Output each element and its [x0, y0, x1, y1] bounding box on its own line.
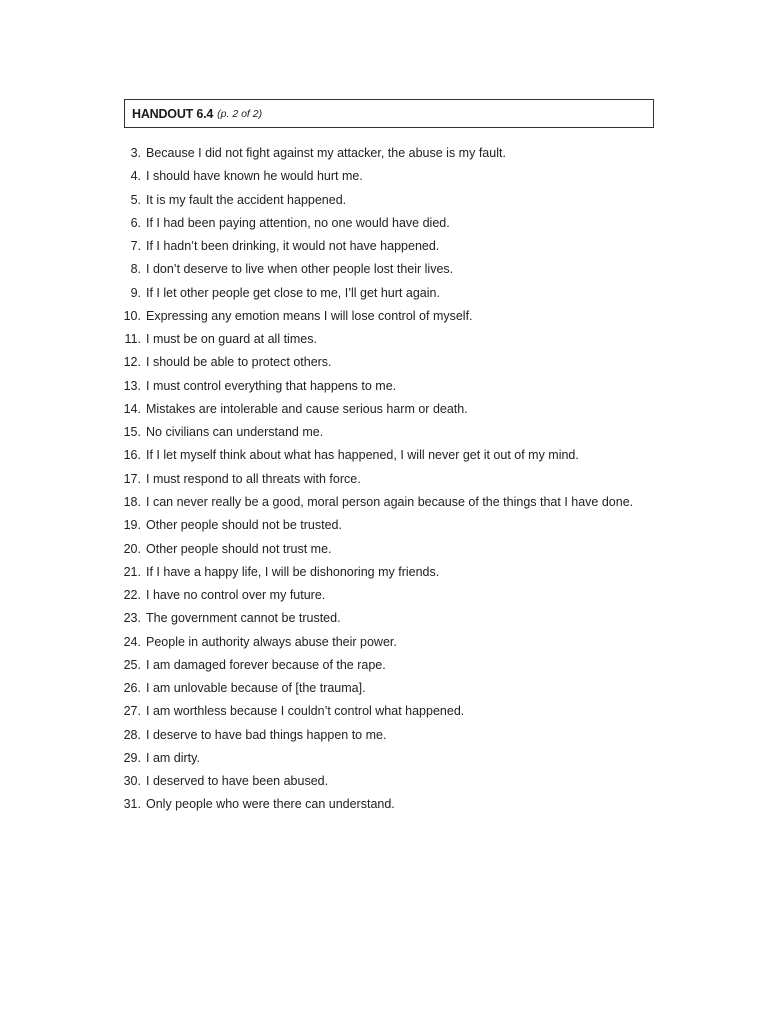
item-text: Expressing any emotion means I will lose control of myself.	[146, 308, 473, 323]
list-item	[0, 677, 768, 700]
item-text: No civilians can understand me.	[146, 425, 324, 440]
item-text: I should have known he would hurt me.	[146, 169, 363, 184]
handout-header	[124, 99, 654, 128]
list-item	[0, 398, 768, 421]
list-item	[0, 444, 768, 467]
item-text: I am dirty.	[146, 750, 200, 765]
item-number: 16.	[123, 448, 141, 463]
item-number: 13.	[123, 378, 141, 393]
list-item	[0, 700, 768, 723]
belief-list	[0, 142, 768, 817]
item-number: 15.	[123, 425, 141, 440]
list-item	[0, 770, 768, 793]
list-item	[0, 468, 768, 491]
item-text: I deserved to have been abused.	[146, 774, 329, 789]
item-text: If I have a happy life, I will be dishonoring my friends.	[146, 564, 440, 579]
item-text: Other people should not be trusted.	[146, 518, 342, 533]
item-text: The government cannot be trusted.	[146, 611, 341, 626]
item-number: 8.	[130, 262, 141, 277]
item-number: 3.	[130, 146, 141, 160]
item-text: Mistakes are intolerable and cause serious harm or death.	[146, 401, 468, 416]
item-number: 4.	[130, 169, 141, 184]
list-item	[0, 793, 768, 816]
item-number: 7.	[130, 239, 141, 254]
item-text: I must control everything that happens to me.	[146, 378, 397, 393]
list-item	[0, 375, 768, 398]
list-item	[0, 561, 768, 584]
item-number: 10.	[123, 308, 141, 323]
item-number: 19.	[123, 518, 141, 533]
handout-page-indicator: (p. 2 of 2)	[217, 107, 263, 120]
item-number: 26.	[123, 681, 141, 696]
list-item	[0, 282, 768, 305]
item-number: 30.	[123, 774, 141, 789]
list-item	[0, 491, 768, 514]
item-text: If I hadn’t been drinking, it would not have happened.	[146, 239, 440, 254]
item-text: Only people who were there can understand.	[146, 797, 395, 812]
item-text: I don’t deserve to live when other people lost their lives.	[146, 262, 454, 277]
item-number: 22.	[123, 588, 141, 603]
item-number: 12.	[123, 355, 141, 370]
item-number: 20.	[123, 541, 141, 556]
list-item	[0, 724, 768, 747]
list-item	[0, 328, 768, 351]
item-number: 5.	[130, 192, 141, 207]
item-text: I should be able to protect others.	[146, 355, 332, 370]
item-number: 25.	[123, 657, 141, 672]
item-number: 28.	[123, 727, 141, 742]
list-item	[0, 235, 768, 258]
item-text: I am unlovable because of [the trauma].	[146, 681, 366, 696]
item-number: 14.	[123, 401, 141, 416]
item-text: I am worthless because I couldn’t control what happened.	[146, 704, 465, 719]
list-item	[0, 607, 768, 630]
item-number: 23.	[123, 611, 141, 626]
list-item	[0, 631, 768, 654]
list-item	[0, 258, 768, 281]
item-text: I must respond to all threats with force.	[146, 471, 361, 486]
item-text: Other people should not trust me.	[146, 541, 332, 556]
list-item	[0, 305, 768, 328]
handout-title: HANDOUT 6.4	[132, 106, 214, 121]
list-item	[0, 189, 768, 212]
item-text: I can never really be a good, moral person again because of the things that I have done.	[146, 494, 634, 509]
list-item	[0, 165, 768, 188]
item-number: 11.	[124, 332, 141, 347]
item-text: I deserve to have bad things happen to me.	[146, 727, 387, 742]
item-number: 31.	[123, 797, 141, 812]
list-item	[0, 654, 768, 677]
list-item	[0, 514, 768, 537]
item-number: 6.	[130, 215, 141, 230]
item-text: If I let other people get close to me, I’ll get hurt again.	[146, 285, 440, 300]
item-text: If I had been paying attention, no one would have died.	[146, 215, 450, 230]
list-item	[0, 747, 768, 770]
item-number: 29.	[123, 750, 141, 765]
list-item	[0, 584, 768, 607]
item-number: 18.	[123, 494, 141, 509]
item-number: 27.	[123, 704, 141, 719]
list-item	[0, 212, 768, 235]
item-text: Because I did not fight against my attacker, the abuse is my fault.	[146, 146, 506, 160]
list-item	[0, 538, 768, 561]
item-number: 21.	[123, 564, 141, 579]
item-text: I must be on guard at all times.	[146, 332, 317, 347]
item-text: People in authority always abuse their power.	[146, 634, 397, 649]
item-number: 9.	[130, 285, 141, 300]
list-item	[0, 142, 768, 165]
list-item	[0, 351, 768, 374]
item-number: 24.	[123, 634, 141, 649]
item-text: I am damaged forever because of the rape.	[146, 657, 386, 672]
item-text: It is my fault the accident happened.	[146, 192, 347, 207]
item-number: 17.	[123, 471, 141, 486]
item-text: If I let myself think about what has happened, I will never get it out of my mind.	[146, 448, 579, 463]
list-item	[0, 421, 768, 444]
item-text: I have no control over my future.	[146, 588, 326, 603]
